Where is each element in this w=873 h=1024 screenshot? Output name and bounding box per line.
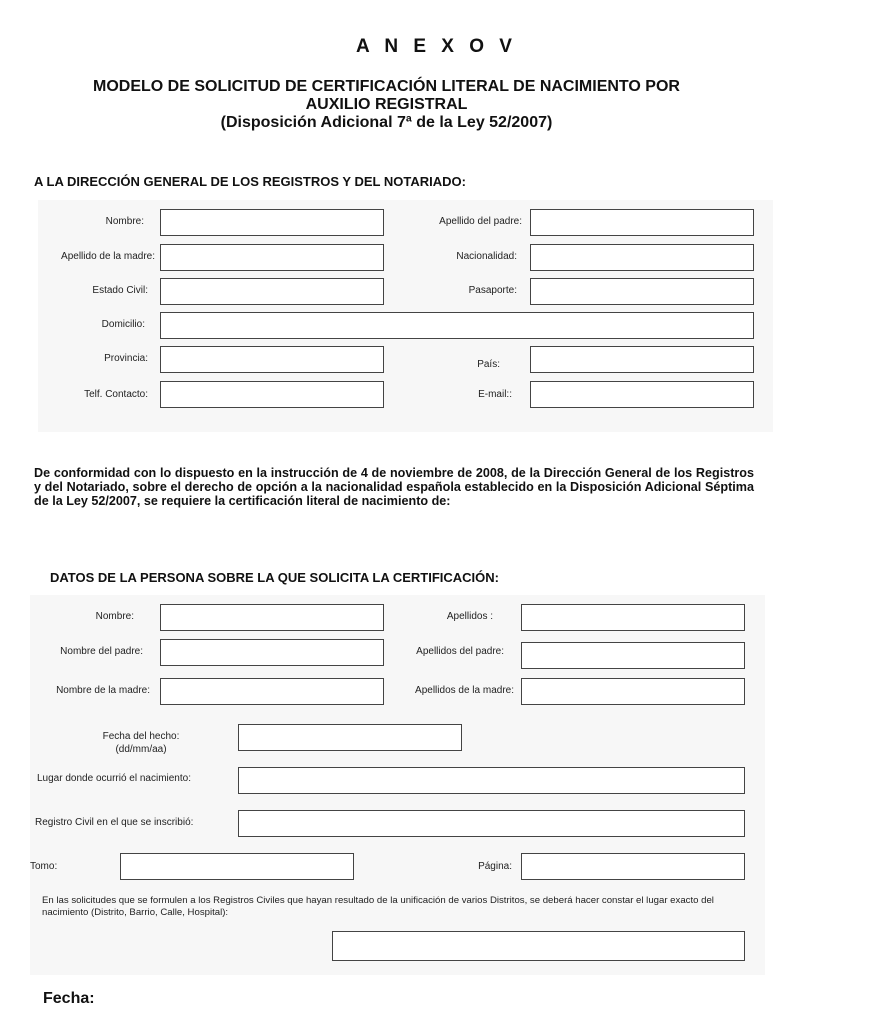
subject-nombre-padre-label: Nombre del padre: (60, 646, 143, 657)
fecha-hecho-label: Fecha del hecho: (102, 731, 180, 742)
applicant-estado-civil-label: Estado Civil: (92, 285, 148, 296)
subject-nombre-madre-label: Nombre de la madre: (56, 685, 150, 696)
applicant-apellido-madre-field[interactable] (160, 244, 384, 271)
applicant-pasaporte-field[interactable] (530, 278, 754, 305)
subject-lugar-exacto-field[interactable] (332, 931, 745, 961)
applicant-provincia-field[interactable] (160, 346, 384, 373)
applicant-telefono-label: Telf. Contacto: (84, 389, 148, 400)
applicant-nombre-field[interactable] (160, 209, 384, 236)
subtitle-line-3: (Disposición Adicional 7ª de la Ley 52/2007) (220, 114, 553, 131)
applicant-email-field[interactable] (530, 381, 754, 408)
document-subtitle (40, 78, 733, 132)
subject-tomo-label: Tomo: (30, 861, 58, 872)
applicant-pais-label: País: (477, 359, 500, 370)
applicant-apellido-madre-label: Apellido de la madre: (61, 251, 155, 262)
applicant-pasaporte-label: Pasaporte: (468, 285, 517, 296)
section2-heading: DATOS DE LA PERSONA SOBRE LA QUE SOLICITA LA CERTIFICACIÓN: (50, 570, 499, 585)
applicant-provincia-label: Provincia: (104, 353, 148, 364)
subject-apellidos-field[interactable] (521, 604, 745, 631)
unification-note: En las solicitudes que se formulen a los Registros Civiles que hayan resultado de la unificación de varios Distritos, se deberá hacer constar el lugar exacto del nacimiento (Distrito, Barrio, Calle, Hospital): (42, 895, 714, 918)
subject-nombre-label: Nombre: (95, 611, 134, 622)
subject-registro-field[interactable] (238, 810, 745, 837)
applicant-domicilio-field[interactable] (160, 312, 754, 339)
subject-apellidos-madre-field[interactable] (521, 678, 745, 705)
applicant-apellido-padre-field[interactable] (530, 209, 754, 236)
subject-apellidos-padre-label: Apellidos del padre: (416, 646, 504, 657)
subject-fecha-field[interactable] (238, 724, 462, 751)
subject-apellidos-label: Apellidos : (446, 611, 493, 622)
document-title: A N E X O V (356, 36, 517, 57)
applicant-email-label: E-mail:: (478, 389, 512, 400)
subject-apellidos-madre-label: Apellidos de la madre: (415, 685, 514, 696)
section1-heading: A LA DIRECCIÓN GENERAL DE LOS REGISTROS Y DEL NOTARIADO: (34, 174, 466, 189)
applicant-telefono-field[interactable] (160, 381, 384, 408)
subject-pagina-label: Página: (478, 861, 512, 872)
fecha-label: Fecha: (43, 990, 95, 1007)
applicant-nombre-label: Nombre: (105, 216, 144, 227)
subject-fecha-label (66, 730, 216, 756)
subject-nombre-madre-field[interactable] (160, 678, 384, 705)
applicant-apellido-padre-label: Apellido del padre: (439, 216, 522, 227)
subject-registro-label: Registro Civil en el que se inscribió: (35, 817, 194, 828)
legal-paragraph: De conformidad con lo dispuesto en la instrucción de 4 de noviembre de 2008, de la Dirección General de los Registros y del Notariado, sobre el derecho de opción a la nacionalidad española establecido en la Disposición Adicional Séptima de la Ley 52/2007, se requiere la certificación literal de nacimiento de: (34, 466, 754, 508)
applicant-domicilio-label: Domicilio: (101, 319, 145, 330)
applicant-nacionalidad-label: Nacionalidad: (456, 251, 517, 262)
subject-apellidos-padre-field[interactable] (521, 642, 745, 669)
applicant-pais-field[interactable] (530, 346, 754, 373)
subject-lugar-field[interactable] (238, 767, 745, 794)
subtitle-line-2: AUXILIO REGISTRAL (305, 96, 468, 113)
subject-tomo-field[interactable] (120, 853, 354, 880)
subject-pagina-field[interactable] (521, 853, 745, 880)
fecha-format-hint: (dd/mm/aa) (115, 744, 167, 755)
subject-lugar-label: Lugar donde ocurrió el nacimiento: (37, 773, 191, 784)
applicant-nacionalidad-field[interactable] (530, 244, 754, 271)
applicant-estado-civil-field[interactable] (160, 278, 384, 305)
subject-nombre-padre-field[interactable] (160, 639, 384, 666)
subject-nombre-field[interactable] (160, 604, 384, 631)
subtitle-line-1: MODELO DE SOLICITUD DE CERTIFICACIÓN LITERAL DE NACIMIENTO POR (93, 78, 680, 95)
